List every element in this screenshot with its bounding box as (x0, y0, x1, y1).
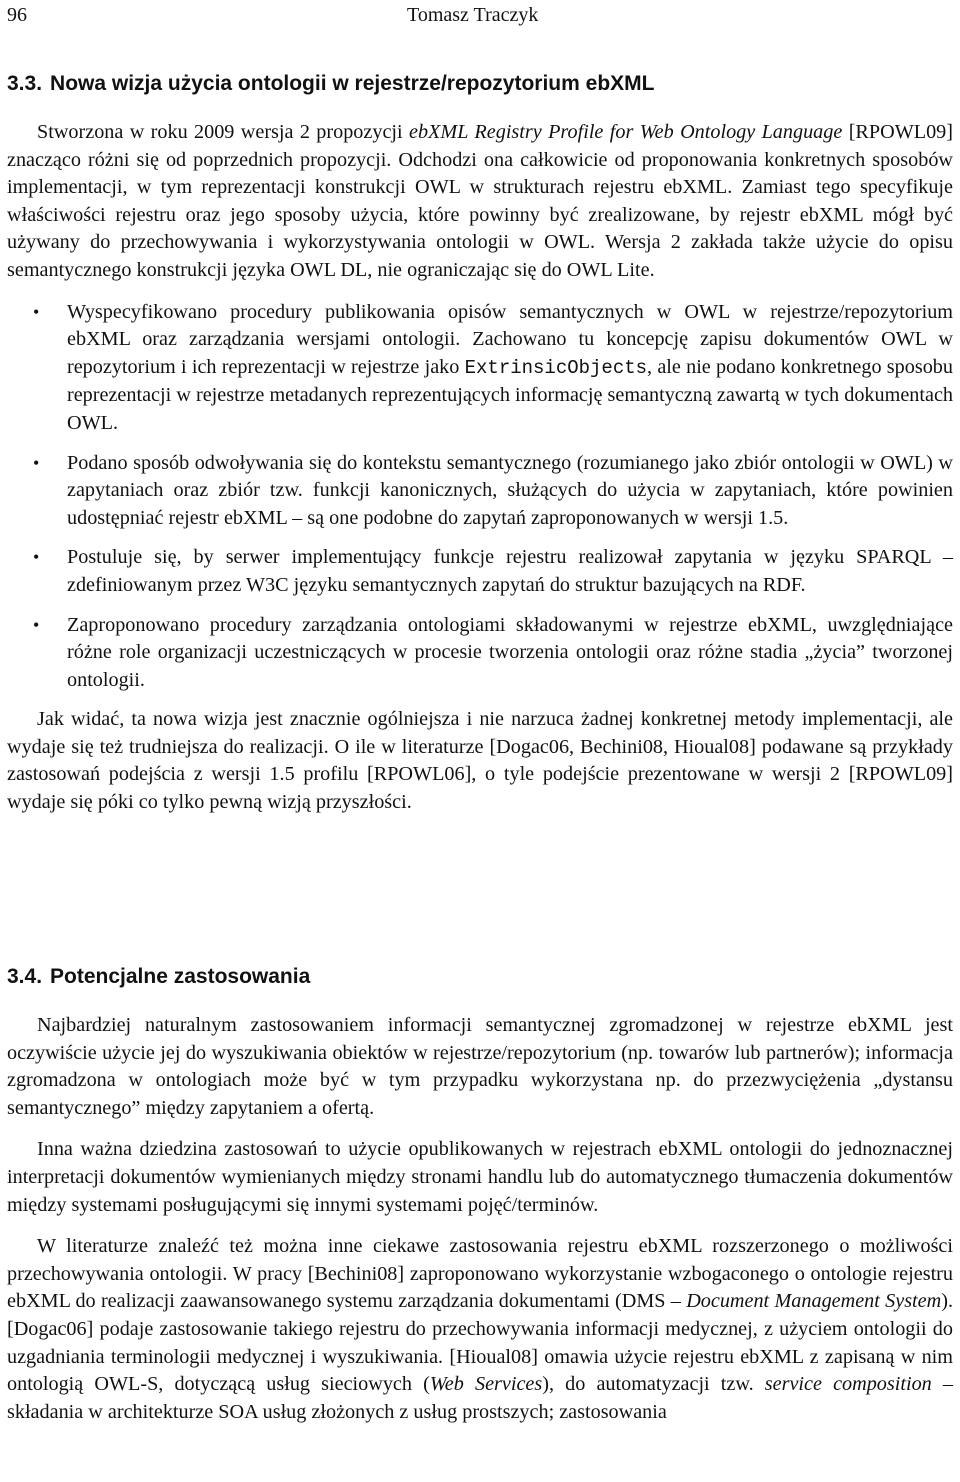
section-heading-3-3 (7, 71, 654, 97)
list-item (7, 450, 953, 533)
text-run: [RPOWL09] znacząco różni się od poprzednich propozycji. Odchodzi ona całkowicie od proponowania konkretnych sposobów implementacji, w tym reprezentacji konstrukcji OWL w strukturach rejestru ebXML. Zamiast tego specyfikuje właściwości rejestru oraz jego sposoby użycia, które powinny być zrealizowane, by rejestr ebXML mógł być używany do przechowywania i wykorzystywania ontologii w OWL. Wersja 2 zakłada także użycie do opisu semantycznego konstrukcji języka OWL DL, nie ograniczając się do OWL Lite. (7, 121, 954, 281)
text-run: – składania w architekturze SOA usług złożonych z usług prostszych; zastosowania (7, 1373, 953, 1423)
italic-term: Web Services (429, 1373, 543, 1396)
bullet-list (7, 299, 953, 695)
running-header (7, 2, 953, 28)
bullet-icon: • (33, 547, 40, 568)
section-3-3-body (7, 119, 953, 817)
text-run: Zaproponowano procedury zarządzania ontologiami składowanymi w rejestrze ebXML, uwzględniające różne role organizacji uczestniczących w procesie tworzenia ontologii oraz różne stadia „życia” tworzonej ontologii. (67, 613, 953, 691)
running-author: Tomasz Traczyk (407, 4, 539, 26)
paragraph: Inna ważna dziedzina zastosowań to użycie opublikowanych w rejestrach ebXML ontologii do jednoznacznej interpretacji dokumentów wymienianych między stronami handlu lub do automatycznego tłumaczenia dokumentów między systemami posługującymi się innymi systemami pojęć/terminów. (7, 1138, 953, 1216)
italic-term: Document Management System (686, 1290, 942, 1313)
text-run: ). [Dogac06] podaje zastosowanie takiego rejestru do przechowywania informacji medycznej, z użyciem ontologii do uzgadniania terminologii medycznej i wyszukiwania. [Hioual08] omawia użycie rejestru ebXML z zapisaną w nim ontologią OWL-S, dotyczącą usług sieciowych ( (7, 1290, 953, 1396)
text-run: Postuluje się, by serwer implementujący funkcje rejestru realizował zapytania w języku SPARQL – zdefiniowanym przez W3C języku semantycznych zapytań do struktur bazujących na RDF. (67, 546, 953, 596)
bullet-icon: • (33, 614, 40, 635)
section-number: 3.3. (7, 72, 43, 95)
text-run: , ale nie podano konkretnego sposobu reprezentacji w rejestrze metadanych reprezentujących informację semantyczną zawartą w tych dokumentach OWL. (67, 355, 953, 434)
bullet-icon: • (33, 301, 40, 322)
italic-term: service composition (764, 1373, 932, 1396)
text-run: W literaturze znaleźć też można inne ciekawe zastosowania rejestru ebXML rozszerzonego o możliwości przechowywania ontologii. W pracy [Bechini08] zaproponowano wykorzystanie wzbogaconego o ontologie rejestru ebXML do realizacji zaawansowanego systemu zarządzania dokumentami (DMS – (7, 1235, 953, 1313)
section-title: Potencjalne zastosowania (50, 965, 311, 988)
text-run: Wyspecyfikowano procedury publikowania opisów semantycznych w OWL w rejestrze/repozytorium ebXML oraz zarządzania wersjami ontologii. Zachowano tu koncepcję zapisu dokumentów OWL w repozytorium i ich reprezentacji w rejestrze jako (67, 300, 953, 378)
paragraph (7, 119, 953, 285)
list-item (7, 544, 953, 599)
paragraph (7, 1233, 953, 1426)
paragraph: Najbardziej naturalnym zastosowaniem informacji semantycznej zgromadzonej w rejestrze ebXML jest oczywiście użycie jej do wyszukiwania obiektów w rejestrze/repozytorium (np. towarów lub partnerów); informacja zgromadzona w ontologiach może być w tym przypadku wykorzystana np. do przezwyciężenia „dystansu semantycznego” między zapytaniem a ofertą. (7, 1014, 953, 1119)
list-item (7, 299, 953, 438)
section-number: 3.4. (7, 965, 43, 988)
page-number: 96 (7, 4, 27, 26)
section-3-4-body (7, 1012, 953, 1426)
text-run: Stworzona w roku 2009 wersja 2 propozycji (37, 121, 409, 143)
bullet-icon: • (33, 452, 40, 473)
section-heading-3-4 (7, 964, 310, 990)
italic-title: ebXML Registry Profile for Web Ontology Language (409, 121, 843, 143)
list-item (7, 612, 953, 695)
paragraph: Jak widać, ta nowa wizja jest znacznie ogólniejsza i nie narzuca żadnej konkretnej metody implementacji, ale wydaje się też trudniejsza do realizacji. O ile w literaturze [Dogac06, Bechini08, Hioual08] podawane są przykłady zastosowań podejścia z wersji 1.5 profilu [RPOWL06], o tyle podejście prezentowane w wersji 2 [RPOWL09] wydaje się póki co tylko pewną wizją przyszłości. (7, 708, 953, 814)
code-term: ExtrinsicObjects (464, 356, 648, 379)
section-title: Nowa wizja użycia ontologii w rejestrze/repozytorium ebXML (50, 72, 655, 95)
text-run: ), do automatyzacji tzw. (542, 1373, 765, 1396)
text-run: Podano sposób odwoływania się do kontekstu semantycznego (rozumianego jako zbiór ontologii w OWL) w zapytaniach oraz zbiór tzw. funkcji kanonicznych, służących do użycia w zapytaniach, które powinien udostępniać rejestr ebXML – są one podobne do zapytań zaproponowanych w wersji 1.5. (67, 451, 953, 529)
